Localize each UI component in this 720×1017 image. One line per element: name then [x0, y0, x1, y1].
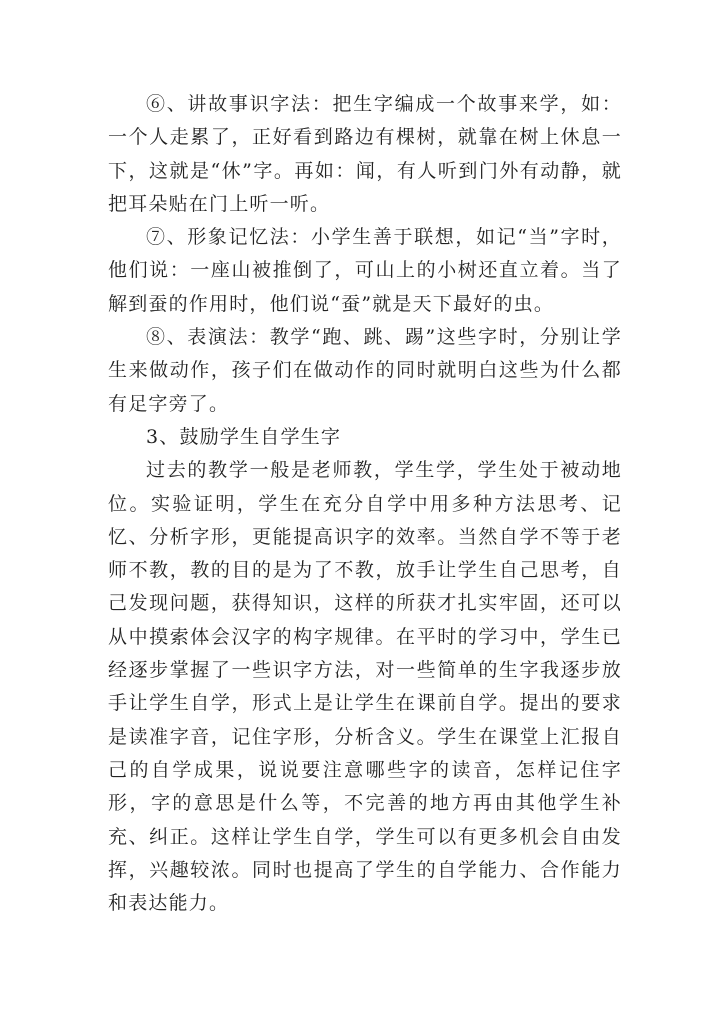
paragraph-method-8: ⑧、表演法：教学“跑、跳、踢”这些字时，分别让学生来做动作，孩子们在做动作的同时就明白这些为什么都有足字旁了。: [108, 326, 622, 415]
document-page: [108, 88, 622, 920]
paragraph-self-study: 过去的教学一般是老师教，学生学，学生处于被动地位。实验证明，学生在充分自学中用多种方法思考、记忆、分析字形，更能提高识字的效率。当然自学不等于老师不教，教的目的是为了不教，放手让学生自己思考，自己发现问题，获得知识，这样的所获才扎实牢固，还可以从中摸索体会汉字的构字规律。在平时的学习中，学生已经逐步掌握了一些识字方法，对一些简单的生字我逐步放手让学生自学，形式上是让学生在课前自学。提出的要求是读准字音，记住字形，分析含义。学生在课堂上汇报自己的自学成果，说说要注意哪些字的读音，怎样记住字形，字的意思是什么等，不完善的地方再由其他学生补充、纠正。这样让学生自学，学生可以有更多机会自由发挥，兴趣较浓。同时也提高了学生的自学能力、合作能力和表达能力。: [108, 459, 622, 915]
paragraph-method-7: ⑦、形象记忆法：小学生善于联想，如记“当”字时，他们说：一座山被推倒了，可山上的小树还直立着。当了解到蚕的作用时，他们说“蚕”就是天下最好的虫。: [108, 226, 622, 315]
section-heading: 3、鼓励学生自学生字: [146, 425, 342, 448]
paragraph-method-6: ⑥、讲故事识字法：把生字编成一个故事来学，如：一个人走累了，正好看到路边有棵树，就靠在树上休息一下，这就是“休”字。再如：闻，有人听到门外有动静，就把耳朵贴在门上听一听。: [108, 93, 622, 215]
